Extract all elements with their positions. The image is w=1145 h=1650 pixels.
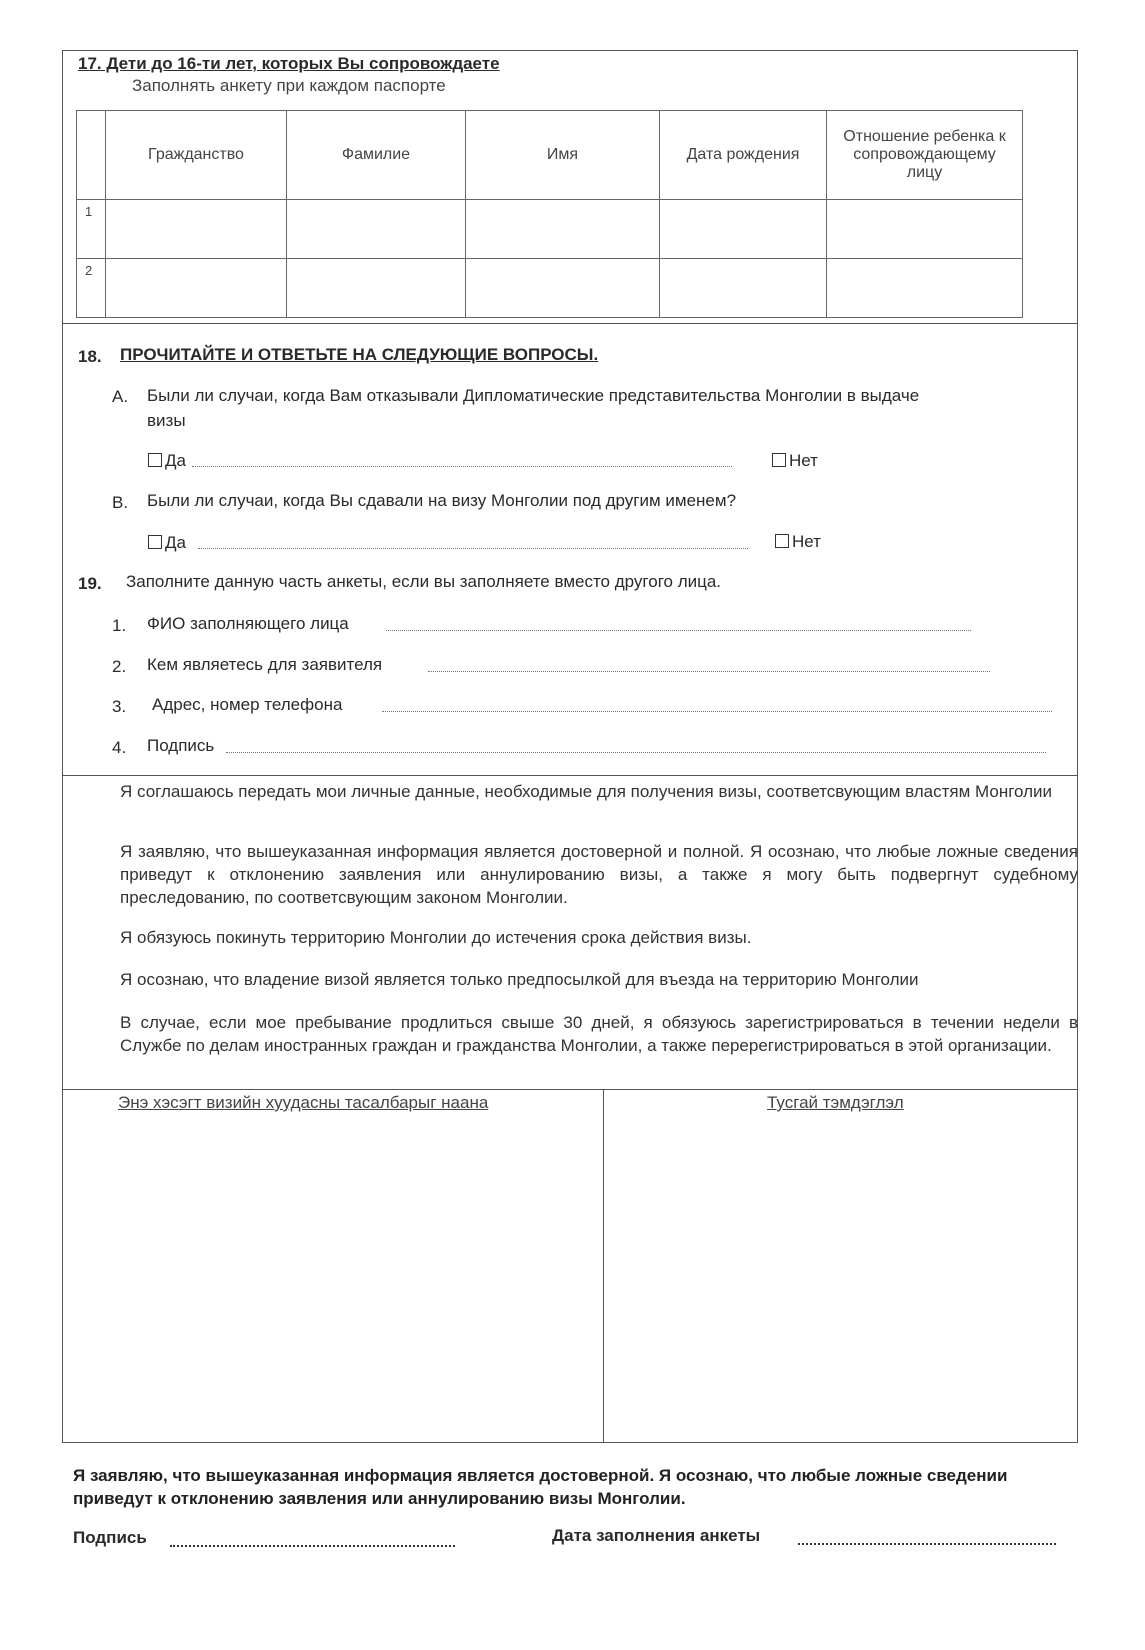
checkbox-icon[interactable] bbox=[775, 534, 789, 548]
q19-item-number: 2. bbox=[112, 657, 127, 676]
q19-item-label: ФИО заполняющего лица bbox=[147, 614, 349, 633]
table-corner bbox=[77, 111, 106, 200]
col-header-citizenship: Гражданство bbox=[106, 111, 287, 200]
q18-a-question-cont: визы bbox=[147, 411, 186, 430]
q18-number: 18. bbox=[78, 347, 102, 366]
q18-b-yes-details-line[interactable] bbox=[198, 548, 748, 549]
q19-item-number: 1. bbox=[112, 616, 127, 635]
row-number: 2 bbox=[77, 259, 106, 318]
col-header-surname: Фамилие bbox=[287, 111, 466, 200]
col-header-relation: Отношение ребенка к сопровождающему лицу bbox=[827, 111, 1023, 200]
no-label: Нет bbox=[792, 532, 821, 551]
yes-label: Да bbox=[165, 451, 186, 470]
relation-input-line[interactable] bbox=[428, 671, 990, 672]
col-header-birthdate: Дата рождения bbox=[660, 111, 827, 200]
cell-birthdate[interactable] bbox=[660, 259, 827, 318]
checkbox-icon[interactable] bbox=[148, 535, 162, 549]
cell-relation[interactable] bbox=[827, 200, 1023, 259]
address-phone-input-line[interactable] bbox=[382, 711, 1052, 712]
special-notes-box-label: Тусгай тэмдэглэл bbox=[767, 1093, 904, 1112]
q17-subtitle: Заполнять анкету при каждом паспорте bbox=[132, 76, 446, 95]
cell-surname[interactable] bbox=[287, 259, 466, 318]
q19-title: Заполните данную часть анкеты, если вы заполняете вместо другого лица. bbox=[126, 572, 722, 591]
q18-a-yes-option[interactable] bbox=[148, 451, 186, 471]
q18-a-label: A. bbox=[112, 387, 129, 406]
cell-birthdate[interactable] bbox=[660, 200, 827, 259]
declaration-text: Я заявляю, что вышеуказанная информация является достоверной и полной. Я осознаю, что любые ложные сведения приведут к отклонению заявления или аннулированию визы, а также я могу быть подвергнут судебному преследованию, по соответсвующим законом Монголии. bbox=[120, 842, 1078, 907]
cell-relation[interactable] bbox=[827, 259, 1023, 318]
q19-item-label: Подпись bbox=[147, 736, 215, 755]
signature-label: Подпись bbox=[73, 1528, 147, 1547]
q19-number: 19. bbox=[78, 574, 102, 593]
declaration-text: Я соглашаюсь передать мои личные данные, необходимые для получения визы, соответсвующим властям Монголии bbox=[120, 782, 1053, 801]
q19-item-number: 4. bbox=[112, 738, 127, 757]
declaration-text: Я осознаю, что владение визой является только предпосылкой для въезда на территорию Монголии bbox=[120, 970, 919, 989]
declaration-text: В случае, если мое пребывание продлиться свыше 30 дней, я обязуюсь зарегистрироваться в течении недели в Службе по делам иностранных граждан и гражданства Монголии, а также перерегистрироваться в этой организации. bbox=[120, 1013, 1078, 1055]
signature-input-line[interactable] bbox=[226, 752, 1046, 753]
q19-item-label: Адрес, номер телефона bbox=[152, 695, 343, 714]
date-label: Дата заполнения анкеты bbox=[552, 1526, 761, 1545]
q18-a-no-option[interactable] bbox=[772, 451, 818, 471]
checkbox-icon[interactable] bbox=[772, 453, 786, 467]
q18-a-question: Были ли случаи, когда Вам отказывали Дипломатические представительства Монголии в выдаче bbox=[147, 386, 920, 405]
q19-item-number: 3. bbox=[112, 697, 127, 716]
divider bbox=[62, 1089, 1078, 1090]
no-label: Нет bbox=[789, 451, 818, 470]
row-number: 1 bbox=[77, 200, 106, 259]
table-row bbox=[77, 200, 1023, 259]
children-table bbox=[76, 110, 1023, 318]
cell-citizenship[interactable] bbox=[106, 259, 287, 318]
q18-a-yes-details-line[interactable] bbox=[192, 466, 732, 467]
q19-item-label: Кем являетесь для заявителя bbox=[147, 655, 383, 674]
box-divider bbox=[603, 1089, 604, 1443]
cell-surname[interactable] bbox=[287, 200, 466, 259]
signature-line[interactable] bbox=[170, 1545, 455, 1547]
cell-name[interactable] bbox=[466, 200, 660, 259]
cell-citizenship[interactable] bbox=[106, 200, 287, 259]
q18-b-yes-option[interactable] bbox=[148, 533, 186, 553]
q18-b-label: B. bbox=[112, 493, 129, 512]
col-header-name: Имя bbox=[466, 111, 660, 200]
final-statement: Я заявляю, что вышеуказанная информация является достоверной. Я осознаю, что любые ложные сведении приведут к отклонению заявления или аннулированию визы Монголии. bbox=[73, 1466, 1008, 1508]
divider bbox=[62, 323, 1078, 324]
q17-title: 17. Дети до 16-ти лет, которых Вы сопровождаете bbox=[78, 54, 500, 73]
q18-b-question: Были ли случаи, когда Вы сдавали на визу Монголии под другим именем? bbox=[147, 491, 737, 510]
visa-coupon-box-label: Энэ хэсэгт визийн хуудасны тасалбарыг наана bbox=[118, 1093, 489, 1112]
table-row bbox=[77, 259, 1023, 318]
divider bbox=[62, 775, 1078, 776]
q18-b-no-option[interactable] bbox=[775, 532, 821, 552]
fio-input-line[interactable] bbox=[386, 630, 971, 631]
date-line[interactable] bbox=[798, 1543, 1056, 1545]
cell-name[interactable] bbox=[466, 259, 660, 318]
declaration-text: Я обязуюсь покинуть территорию Монголии до истечения срока действия визы. bbox=[120, 928, 752, 947]
checkbox-icon[interactable] bbox=[148, 453, 162, 467]
yes-label: Да bbox=[165, 533, 186, 552]
q18-title: ПРОЧИТАЙТЕ И ОТВЕТЬТЕ НА СЛЕДУЮЩИЕ ВОПРОСЫ. bbox=[120, 345, 599, 364]
